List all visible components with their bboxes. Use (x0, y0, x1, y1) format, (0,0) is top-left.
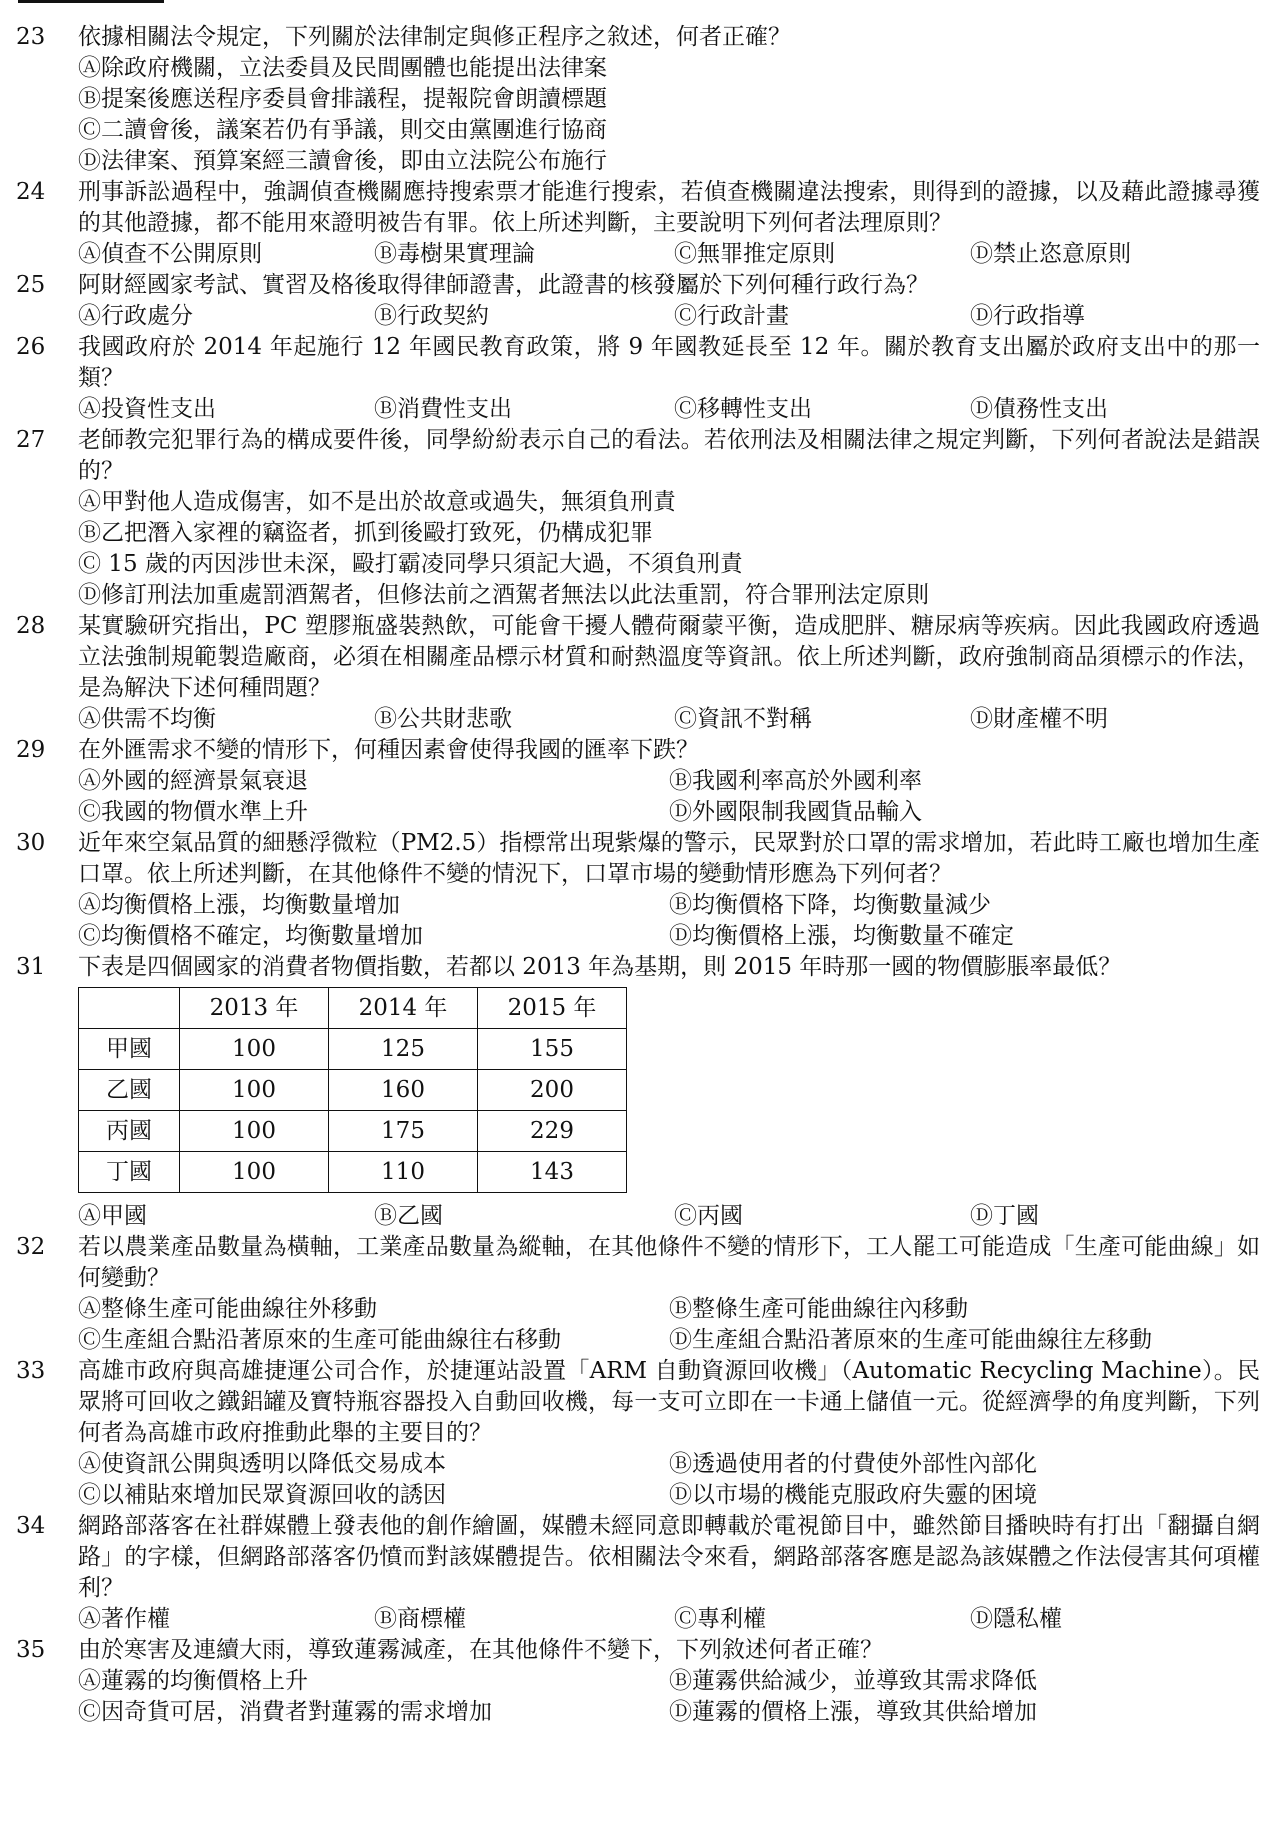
question-body (78, 1232, 1260, 1356)
table-cell: 200 (478, 1070, 627, 1111)
table-cell: 143 (478, 1152, 627, 1193)
question-stem: 依據相關法令規定，下列關於法律制定與修正程序之敘述，何者正確？ (78, 24, 791, 50)
option-d: Ⓓ債務性支出 (970, 396, 1108, 422)
cpi-table (78, 987, 627, 1193)
table-cell: 229 (478, 1111, 627, 1152)
table-cell: 甲國 (79, 1029, 180, 1070)
option-d: Ⓓ修訂刑法加重處罰酒駕者，但修法前之酒駕者無法以此法重罰，符合罪刑法定原則 (78, 582, 929, 608)
question-23 (0, 22, 1274, 177)
option-d: Ⓓ丁國 (970, 1203, 1039, 1229)
option-c: Ⓒ專利權 (674, 1606, 766, 1632)
question-body (78, 611, 1260, 735)
question-body (78, 177, 1260, 270)
option-b: Ⓑ消費性支出 (374, 396, 512, 422)
table-row (79, 1152, 627, 1193)
question-34 (0, 1511, 1274, 1635)
option-c: Ⓒ我國的物價水準上升 (78, 799, 308, 825)
options-list (78, 890, 1260, 952)
question-stem: 我國政府於 2014 年起施行 12 年國民教育政策，將 9 年國教延長至 12 年。關於教育支出屬於政府支出中的那一類？ (78, 334, 1260, 391)
options-list (78, 394, 1260, 425)
question-30 (0, 828, 1274, 952)
option-b: Ⓑ蓮霧供給減少，並導致其需求降低 (669, 1668, 1037, 1694)
option-d: Ⓓ法律案、預算案經三讀會後，即由立法院公布施行 (78, 148, 607, 174)
question-body (78, 1356, 1260, 1511)
option-b: Ⓑ毒樹果實理論 (374, 241, 535, 267)
question-number: 23 (16, 24, 46, 50)
table-row (79, 1070, 627, 1111)
question-body (78, 735, 1260, 828)
question-27 (0, 425, 1274, 611)
question-number: 26 (16, 334, 46, 360)
options-list (78, 766, 1260, 828)
option-b: Ⓑ乙國 (374, 1203, 443, 1229)
question-stem: 近年來空氣品質的細懸浮微粒（PM2.5）指標常出現紫爆的警示，民眾對於口罩的需求增加，若此時工廠也增加生產口罩。依上所述判斷，在其他條件不變的情況下，口罩市場的變動情形應為下列何者？ (78, 830, 1260, 887)
question-body (78, 332, 1260, 425)
option-d: Ⓓ外國限制我國貨品輸入 (669, 799, 922, 825)
option-a: Ⓐ除政府機關，立法委員及民間團體也能提出法律案 (78, 55, 607, 81)
table-cell: 125 (329, 1029, 478, 1070)
table-cell: 100 (180, 1070, 329, 1111)
table-cell: 丙國 (79, 1111, 180, 1152)
option-d: Ⓓ隱私權 (970, 1606, 1062, 1632)
question-number: 31 (16, 954, 46, 980)
question-31 (0, 952, 1274, 1232)
option-d: Ⓓ以市場的機能克服政府失靈的困境 (669, 1482, 1037, 1508)
table-row (79, 1111, 627, 1152)
option-b: Ⓑ提案後應送程序委員會排議程，提報院會朗讀標題 (78, 86, 607, 112)
question-body (78, 425, 1260, 611)
option-c: Ⓒ行政計畫 (674, 303, 789, 329)
option-a: Ⓐ偵查不公開原則 (78, 241, 262, 267)
option-b: Ⓑ整條生產可能曲線往內移動 (669, 1296, 968, 1322)
table-cell: 100 (180, 1029, 329, 1070)
question-stem: 刑事訴訟過程中，強調偵查機關應持搜索票才能進行搜索，若偵查機關違法搜索，則得到的證據，以及藉此證據尋獲的其他證據，都不能用來證明被告有罪。依上所述判斷，主要說明下列何者法理原則？ (78, 179, 1260, 236)
options-list (78, 1449, 1260, 1511)
question-body (78, 1635, 1260, 1728)
option-a: Ⓐ甲對他人造成傷害，如不是出於故意或過失，無須負刑責 (78, 489, 676, 515)
table-row (79, 1029, 627, 1070)
question-stem: 阿財經國家考試、實習及格後取得律師證書，此證書的核發屬於下列何種行政行為？ (78, 272, 929, 298)
question-number: 30 (16, 830, 46, 856)
question-29 (0, 735, 1274, 828)
options-list (78, 704, 1260, 735)
option-c: Ⓒ以補貼來增加民眾資源回收的誘因 (78, 1482, 446, 1508)
question-stem: 在外匯需求不變的情形下，何種因素會使得我國的匯率下跌？ (78, 737, 699, 763)
question-stem: 網路部落客在社群媒體上發表他的創作繪圖，媒體未經同意即轉載於電視節目中，雖然節目播映時有打出「翻攝自網路」的字樣，但網路部落客仍憤而對該媒體提告。依相關法令來看，網路部落客應是認為該媒體之作法侵害其何項權利？ (78, 1513, 1260, 1601)
question-stem: 老師教完犯罪行為的構成要件後，同學紛紛表示自己的看法。若依刑法及相關法律之規定判斷，下列何者說法是錯誤的？ (78, 427, 1260, 484)
option-b: Ⓑ商標權 (374, 1606, 466, 1632)
question-number: 34 (16, 1513, 46, 1539)
question-body (78, 22, 1260, 177)
question-number: 33 (16, 1358, 46, 1384)
table-cell: 丁國 (79, 1152, 180, 1193)
option-a: Ⓐ行政處分 (78, 303, 193, 329)
table-header-cell: 2015 年 (478, 988, 627, 1029)
question-number: 28 (16, 613, 46, 639)
options-list (78, 1666, 1260, 1728)
options-list (78, 301, 1260, 332)
option-d: Ⓓ生產組合點沿著原來的生產可能曲線往左移動 (669, 1327, 1152, 1353)
option-c: Ⓒ資訊不對稱 (674, 706, 812, 732)
option-d: Ⓓ禁止恣意原則 (970, 241, 1131, 267)
table-header-row (79, 988, 627, 1029)
question-28 (0, 611, 1274, 735)
question-35 (0, 1635, 1274, 1728)
question-number: 24 (16, 179, 46, 205)
options-list (78, 1294, 1260, 1356)
table-header-cell: 2013 年 (180, 988, 329, 1029)
table-cell: 110 (329, 1152, 478, 1193)
question-body (78, 270, 1260, 332)
option-c: Ⓒ生產組合點沿著原來的生產可能曲線往右移動 (78, 1327, 561, 1353)
option-d: Ⓓ財產權不明 (970, 706, 1108, 732)
table-cell: 乙國 (79, 1070, 180, 1111)
question-number: 29 (16, 737, 46, 763)
option-b: Ⓑ公共財悲歌 (374, 706, 512, 732)
option-a: Ⓐ外國的經濟景氣衰退 (78, 768, 308, 794)
option-d: Ⓓ均衡價格上漲，均衡數量不確定 (669, 923, 1014, 949)
option-b: Ⓑ乙把潛入家裡的竊盜者，抓到後毆打致死，仍構成犯罪 (78, 520, 653, 546)
options-list (78, 1604, 1260, 1635)
option-c: Ⓒ二讀會後，議案若仍有爭議，則交由黨團進行協商 (78, 117, 607, 143)
option-c: Ⓒ因奇貨可居，消費者對蓮霧的需求增加 (78, 1699, 492, 1725)
options-list (78, 487, 1260, 611)
question-number: 35 (16, 1637, 46, 1663)
question-33 (0, 1356, 1274, 1511)
question-stem: 某實驗研究指出，PC 塑膠瓶盛裝熱飲，可能會干擾人體荷爾蒙平衡，造成肥胖、糖尿病等疾病。因此我國政府透過立法強制規範製造廠商，必須在相關產品標示材質和耐熱溫度等資訊。依上所述判斷，政府強制商品須標示的作法，是為解決下述何種問題？ (78, 613, 1260, 701)
option-a: Ⓐ使資訊公開與透明以降低交易成本 (78, 1451, 446, 1477)
option-a: Ⓐ均衡價格上漲，均衡數量增加 (78, 892, 400, 918)
question-stem: 由於寒害及連續大雨，導致蓮霧減產，在其他條件不變下，下列敘述何者正確？ (78, 1637, 883, 1663)
option-c: Ⓒ 15 歲的丙因涉世未深，毆打霸凌同學只須記大過，不須負刑責 (78, 551, 743, 577)
option-a: Ⓐ著作權 (78, 1606, 170, 1632)
option-a: Ⓐ整條生產可能曲線往外移動 (78, 1296, 377, 1322)
option-b: Ⓑ均衡價格下降，均衡數量減少 (669, 892, 991, 918)
table-header-cell (79, 988, 180, 1029)
options-list (78, 53, 1260, 177)
options-list (78, 1201, 1260, 1232)
question-body (78, 952, 1260, 1232)
question-stem: 若以農業產品數量為橫軸，工業產品數量為縱軸，在其他條件不變的情形下，工人罷工可能造成「生產可能曲線」如何變動？ (78, 1234, 1260, 1291)
question-stem: 高雄市政府與高雄捷運公司合作，於捷運站設置「ARM 自動資源回收機」（Automatic Recycling Machine）。民眾將可回收之鐵鋁罐及寶特瓶容器投入自動回收機，每一支可立即在一卡通上儲值一元。從經濟學的角度判斷，下列何者為高雄市政府推動此舉的主要目的？ (78, 1358, 1260, 1446)
option-a: Ⓐ投資性支出 (78, 396, 216, 422)
question-stem: 下表是四個國家的消費者物價指數，若都以 2013 年為基期，則 2015 年時那一國的物價膨脹率最低？ (78, 954, 1122, 980)
table-cell: 155 (478, 1029, 627, 1070)
option-d: Ⓓ蓮霧的價格上漲，導致其供給增加 (669, 1699, 1037, 1725)
table-header-cell: 2014 年 (329, 988, 478, 1029)
option-d: Ⓓ行政指導 (970, 303, 1085, 329)
question-25 (0, 270, 1274, 332)
table-cell: 175 (329, 1111, 478, 1152)
table-cell: 100 (180, 1111, 329, 1152)
question-26 (0, 332, 1274, 425)
option-b: Ⓑ行政契約 (374, 303, 489, 329)
question-number: 32 (16, 1234, 46, 1260)
option-a: Ⓐ供需不均衡 (78, 706, 216, 732)
option-c: Ⓒ丙國 (674, 1203, 743, 1229)
option-c: Ⓒ移轉性支出 (674, 396, 812, 422)
option-a: Ⓐ蓮霧的均衡價格上升 (78, 1668, 308, 1694)
question-body (78, 1511, 1260, 1635)
option-c: Ⓒ均衡價格不確定，均衡數量增加 (78, 923, 423, 949)
exam-page (0, 22, 1274, 1728)
option-a: Ⓐ甲國 (78, 1203, 147, 1229)
options-list (78, 239, 1260, 270)
question-24 (0, 177, 1274, 270)
option-b: Ⓑ我國利率高於外國利率 (669, 768, 922, 794)
question-number: 27 (16, 427, 46, 453)
question-32 (0, 1232, 1274, 1356)
table-cell: 100 (180, 1152, 329, 1193)
table-cell: 160 (329, 1070, 478, 1111)
top-rule (18, 0, 164, 3)
question-body (78, 828, 1260, 952)
option-b: Ⓑ透過使用者的付費使外部性內部化 (669, 1451, 1037, 1477)
question-number: 25 (16, 272, 46, 298)
option-c: Ⓒ無罪推定原則 (674, 241, 835, 267)
